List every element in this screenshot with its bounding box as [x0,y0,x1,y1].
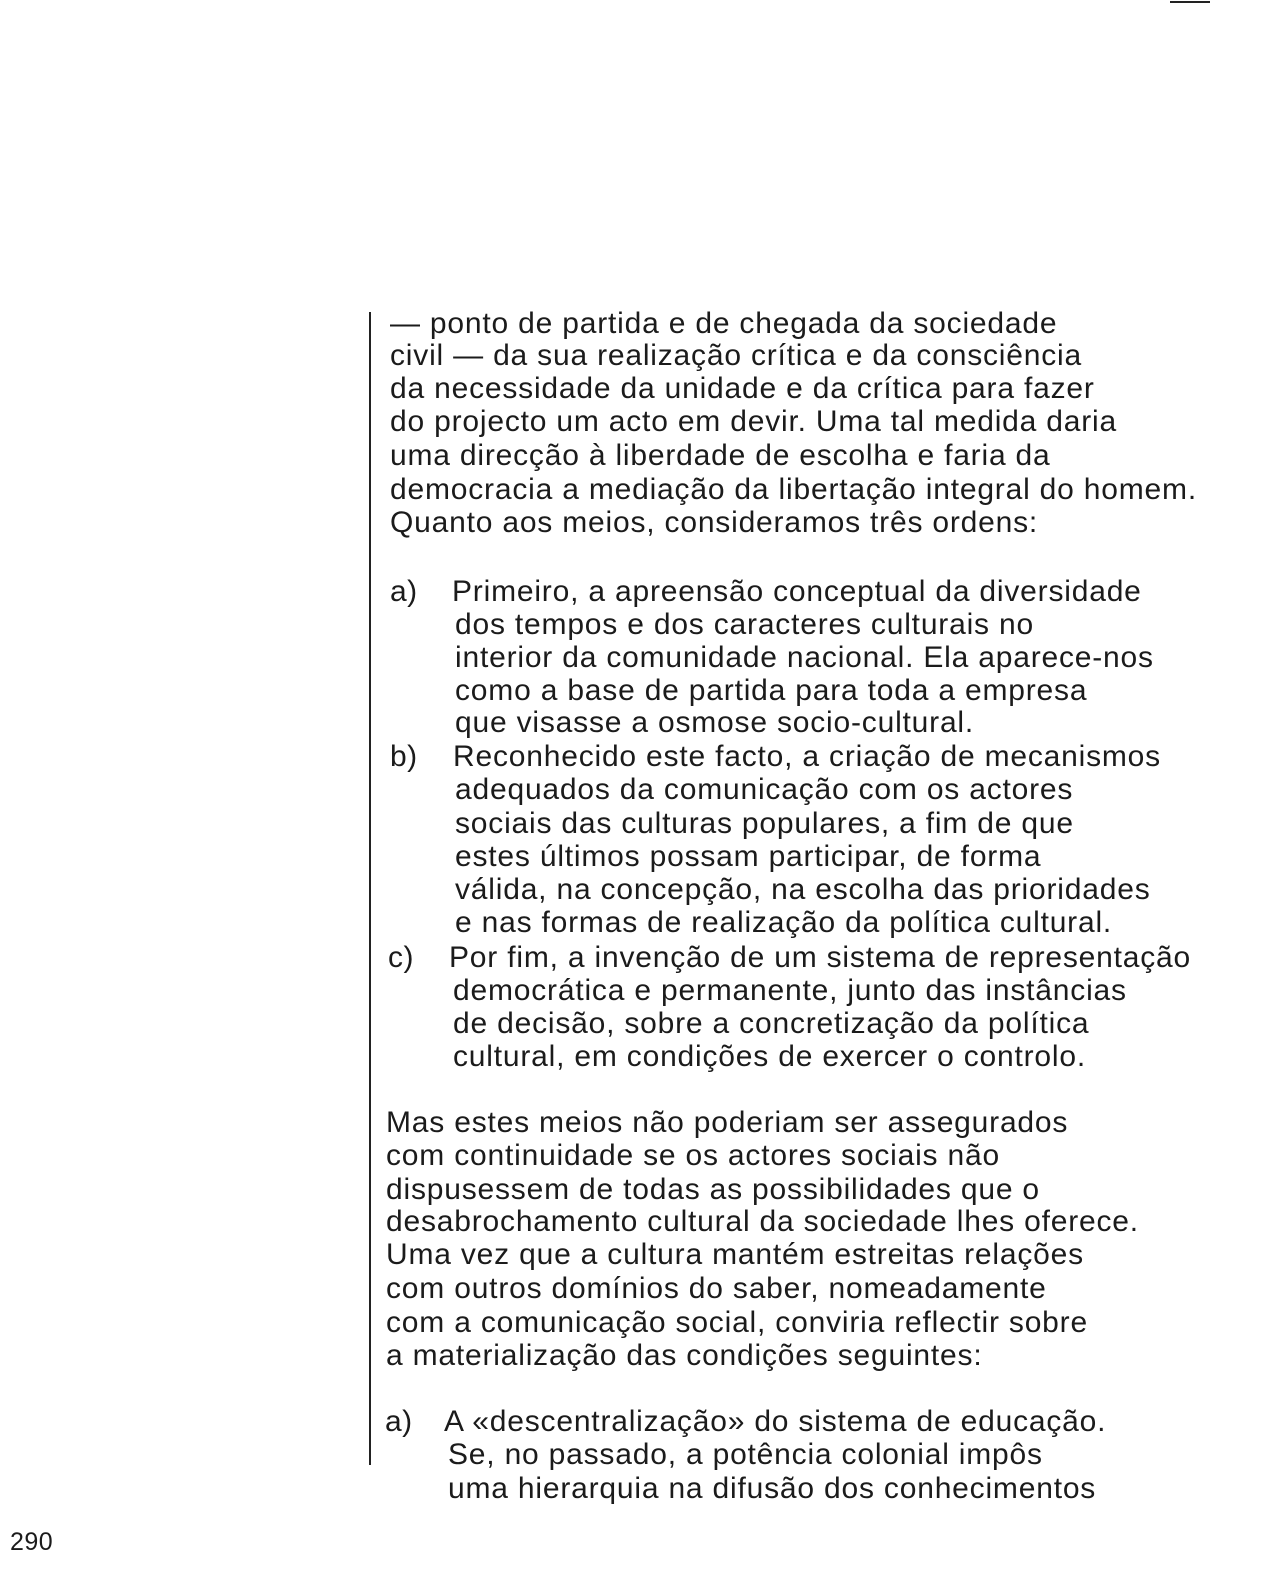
text-line: civil — da sua realização crítica e da consciência [390,339,1082,372]
text-line: desabrochamento cultural da sociedade lhes oferece. [386,1205,1139,1238]
text-line: como a base de partida para toda a empresa [455,674,1088,707]
text-line: democracia a mediação da libertação integral do homem. [390,473,1197,506]
list-marker: b) [390,740,418,773]
top-rule [1170,1,1210,3]
text-line: Reconhecido este facto, a criação de mecanismos [453,740,1161,773]
list-marker: c) [388,941,414,974]
text-line: A «descentralização» do sistema de educação. [444,1405,1107,1438]
text-line: Mas estes meios não poderiam ser assegurados [386,1106,1069,1139]
list-marker: a) [390,575,418,608]
text-line: e nas formas de realização da política cultural. [455,906,1113,939]
text-line: uma hierarquia na difusão dos conhecimentos [448,1472,1097,1505]
text-line: Primeiro, a apreensão conceptual da diversidade [452,575,1142,608]
text-line: de decisão, sobre a concretização da política [453,1007,1090,1040]
text-line: sociais das culturas populares, a fim de que [455,807,1074,840]
text-line: — ponto de partida e de chegada da sociedade [390,307,1058,340]
text-line: com continuidade se os actores sociais não [386,1139,1000,1172]
text-line: interior da comunidade nacional. Ela aparece-nos [455,641,1154,674]
text-line: dispusessem de todas as possibilidades que o [386,1173,1040,1206]
list-marker: a) [385,1405,413,1438]
text-line: válida, na concepção, na escolha das prioridades [455,873,1151,906]
page-number: 290 [10,1528,54,1556]
text-line: adequados da comunicação com os actores [455,773,1074,806]
text-line: a materialização das condições seguintes: [386,1339,983,1372]
text-line: estes últimos possam participar, de forma [455,840,1042,873]
text-line: do projecto um acto em devir. Uma tal medida daria [390,405,1117,438]
text-line: com outros domínios do saber, nomeadamente [386,1272,1047,1305]
text-line: Se, no passado, a potência colonial impôs [448,1438,1043,1471]
text-line: democrática e permanente, junto das instâncias [453,974,1127,1007]
margin-rule [369,312,371,1465]
text-line: dos tempos e dos caracteres culturais no [455,608,1034,641]
text-line: que visasse a osmose socio-cultural. [455,706,975,739]
text-line: uma direcção à liberdade de escolha e faria da [390,439,1051,472]
text-line: Uma vez que a cultura mantém estreitas relações [386,1238,1084,1271]
text-line: da necessidade da unidade e da crítica para fazer [390,372,1095,405]
text-line: cultural, em condições de exercer o controlo. [453,1040,1086,1073]
text-line: Por fim, a invenção de um sistema de representação [449,941,1192,974]
text-line: Quanto aos meios, consideramos três ordens: [390,506,1039,539]
text-line: com a comunicação social, conviria reflectir sobre [386,1306,1088,1339]
